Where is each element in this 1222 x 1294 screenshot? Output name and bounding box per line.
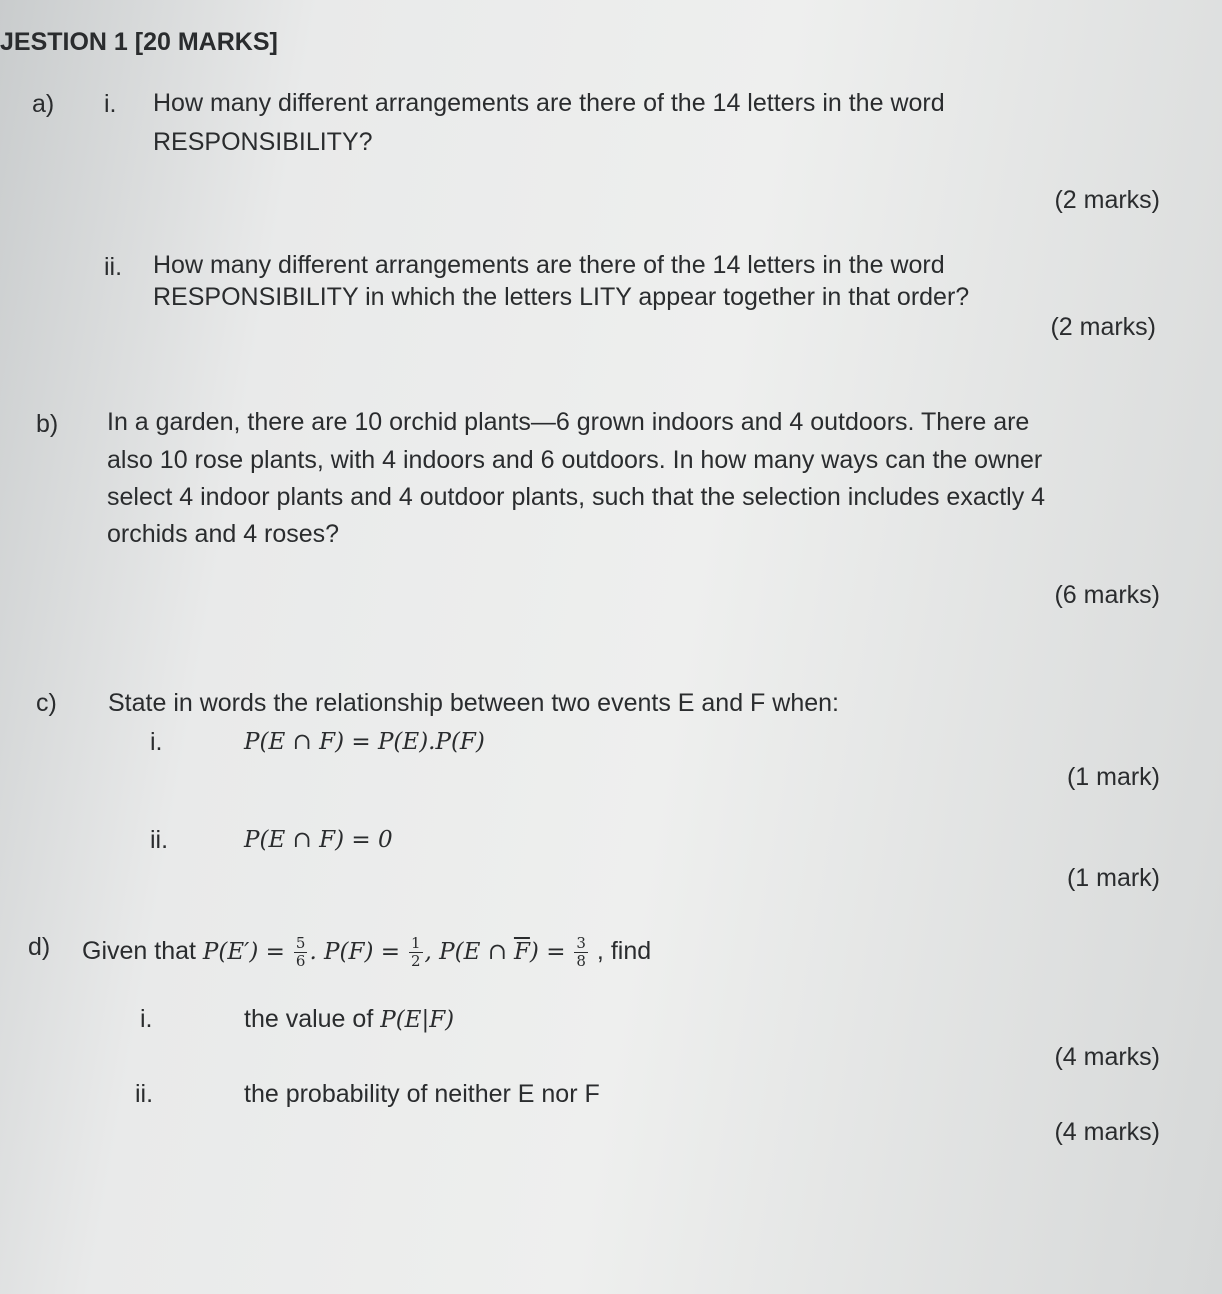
- part-b-label: b): [36, 410, 59, 438]
- part-d-stem-suffix: , find: [596, 937, 652, 965]
- part-a-ii-line2: RESPONSIBILITY in which the letters LITY appear together in that order?: [153, 283, 970, 311]
- part-a-ii-marks: (2 marks): [1050, 313, 1156, 341]
- part-d-stem: [82, 932, 651, 971]
- part-b-line2: also 10 rose plants, with 4 indoors and 6 outdoors. In how many ways can the owner: [107, 446, 1043, 474]
- part-a-label: a): [32, 90, 55, 118]
- part-c-stem: State in words the relationship between two events E and F when:: [108, 689, 839, 717]
- part-d-label: d): [28, 933, 51, 961]
- part-a-ii-line1: How many different arrangements are there of the 14 letters in the word: [153, 251, 945, 279]
- p-e-and-f-complement-open: , P(E ∩: [424, 939, 507, 965]
- part-a-i-line1: How many different arrangements are there of the 14 letters in the word: [153, 89, 945, 117]
- fraction-numerator: 1: [410, 933, 421, 952]
- part-d-ii-marks: (4 marks): [1054, 1118, 1160, 1146]
- part-c-ii-formula: P(E ∩ F) = 0: [244, 827, 393, 853]
- p-e-prime: P(E′) =: [202, 939, 285, 965]
- p-f: . P(F) =: [309, 939, 401, 965]
- part-a-i-number: i.: [104, 90, 117, 118]
- p-e-and-f-complement-close: ) =: [529, 939, 566, 965]
- part-a-ii-number: ii.: [104, 253, 123, 281]
- part-b-marks: (6 marks): [1054, 581, 1160, 609]
- part-b-line4: orchids and 4 roses?: [107, 520, 340, 548]
- part-d-stem-prefix: Given that: [82, 937, 196, 965]
- part-b-line3: select 4 indoor plants and 4 outdoor plants, such that the selection includes exactly 4: [107, 483, 1046, 511]
- fraction-one-half: [409, 935, 423, 970]
- part-a-i-marks: (2 marks): [1054, 186, 1160, 214]
- fraction-denominator: 8: [576, 951, 586, 970]
- part-d-i-text: the value of: [244, 1005, 374, 1033]
- fraction-five-sixths: [294, 935, 308, 970]
- fraction-three-eighths: [574, 935, 588, 970]
- part-d-ii-number: ii.: [135, 1080, 154, 1108]
- part-d-ii-text: the probability of neither E nor F: [244, 1080, 600, 1108]
- part-a-i-line2: RESPONSIBILITY?: [153, 128, 373, 156]
- part-c-ii-marks: (1 mark): [1066, 864, 1160, 892]
- part-d-i-formula: P(E|F): [380, 1007, 455, 1033]
- question-heading: JESTION 1 [20 MARKS]: [0, 28, 278, 56]
- part-c-i-number: i.: [150, 728, 163, 756]
- f-complement: $\overline{F}$: [513, 939, 530, 965]
- part-c-i-marks: (1 mark): [1066, 763, 1160, 791]
- part-c-label: c): [36, 689, 57, 717]
- fraction-numerator: 5: [295, 933, 306, 952]
- fraction-numerator: 3: [576, 933, 586, 952]
- part-d-i-marks: (4 marks): [1054, 1043, 1160, 1071]
- part-d-i-number: i.: [140, 1005, 153, 1033]
- fraction-denominator: 6: [295, 951, 306, 970]
- part-d-i-item: [244, 1004, 454, 1035]
- part-c-i-formula: P(E ∩ F) = P(E).P(F): [244, 729, 485, 755]
- part-b-line1: In a garden, there are 10 orchid plants—6 grown indoors and 4 outdoors. There are: [107, 408, 1030, 436]
- fraction-denominator: 2: [410, 951, 421, 970]
- part-c-ii-number: ii.: [150, 826, 169, 854]
